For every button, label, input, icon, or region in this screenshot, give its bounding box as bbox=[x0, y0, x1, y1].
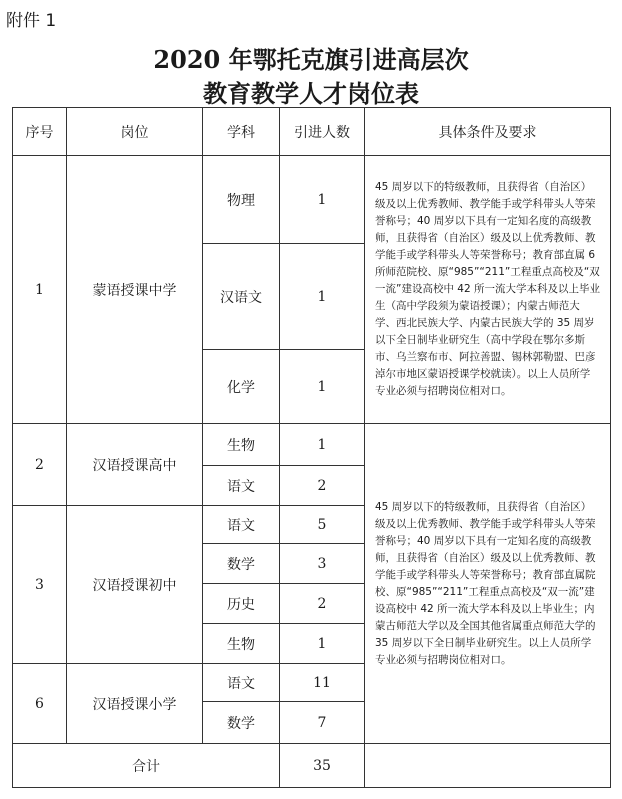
row-subject: 生物 bbox=[203, 424, 280, 466]
positions-table bbox=[12, 107, 611, 788]
row-no: 2 bbox=[13, 424, 67, 506]
row-subject: 生物 bbox=[203, 624, 280, 664]
row-subject: 数学 bbox=[203, 544, 280, 584]
page-title-line1: 2020 年鄂托克旗引进高层次 bbox=[153, 45, 469, 74]
row-no: 1 bbox=[13, 156, 67, 424]
row-count: 2 bbox=[280, 584, 365, 624]
row-count: 1 bbox=[280, 244, 365, 350]
row-subject: 物理 bbox=[203, 156, 280, 244]
row-subject: 语文 bbox=[203, 664, 280, 702]
row-count: 7 bbox=[280, 702, 365, 744]
row-count: 3 bbox=[280, 544, 365, 584]
total-empty-cell bbox=[365, 744, 611, 788]
row-subject: 历史 bbox=[203, 584, 280, 624]
header-count: 引进人数 bbox=[280, 108, 365, 156]
total-row bbox=[13, 744, 611, 788]
row-position: 汉语授课初中 bbox=[67, 506, 203, 664]
header-requirements: 具体条件及要求 bbox=[365, 108, 611, 156]
row-subject: 语文 bbox=[203, 506, 280, 544]
row-count: 1 bbox=[280, 424, 365, 466]
total-value: 35 bbox=[280, 744, 365, 788]
row-position: 汉语授课高中 bbox=[67, 424, 203, 506]
row-subject: 化学 bbox=[203, 350, 280, 424]
header-subject: 学科 bbox=[203, 108, 280, 156]
row-no: 6 bbox=[13, 664, 67, 744]
row-subject: 数学 bbox=[203, 702, 280, 744]
requirements-text: 45 周岁以下的特级教师，且获得省（自治区）级及以上优秀教师、教学能手或学科带头人等荣誉称号；40 周岁以下具有一定知名度的高级教师，且获得省（自治区）级及以上优秀教师、教学能手或学科带头人等荣誉称号；教育部直属院校、原“985”“211”工程重点高校及“双一流”建设高校中 42 所一流大学本科及以上毕业生；内蒙古师范大学以及全国其他省属重点师范大学的 35 周岁以下全日制毕业研究生。以上人员所学专业必须与招聘岗位相对口。 bbox=[365, 424, 611, 744]
row-count: 5 bbox=[280, 506, 365, 544]
page-title-line2: 教育教学人才岗位表 bbox=[203, 79, 419, 108]
row-subject: 语文 bbox=[203, 466, 280, 506]
row-count: 1 bbox=[280, 624, 365, 664]
row-count: 1 bbox=[280, 350, 365, 424]
row-no: 3 bbox=[13, 506, 67, 664]
row-position: 汉语授课小学 bbox=[67, 664, 203, 744]
requirements-text: 45 周岁以下的特级教师，且获得省（自治区）级及以上优秀教师、教学能手或学科带头人等荣誉称号；40 周岁以下具有一定知名度的高级教师，且获得省（自治区）级及以上优秀教师、教学能手或学科带头人等荣誉称号；教育部直属 6 所师范院校、原“985”“211”工程重点高校及“双一流”建设高校中 42 所一流大学本科及以上毕业生（高中学段须为蒙语授课）；内蒙古师范大学、西北民族大学、内蒙古民族大学的 35 周岁以下全日制毕业研究生（高中学段在鄂尔多斯市、乌兰察布市、阿拉善盟、锡林郭勒盟、巴彦淖尔市地区蒙语授课学校就读）。以上人员所学专业必须与招聘岗位相对口。 bbox=[365, 156, 611, 424]
row-count: 2 bbox=[280, 466, 365, 506]
table-header-row bbox=[13, 108, 611, 156]
table-row bbox=[13, 424, 611, 466]
header-no: 序号 bbox=[13, 108, 67, 156]
header-position: 岗位 bbox=[67, 108, 203, 156]
table-row bbox=[13, 156, 611, 244]
total-label: 合计 bbox=[13, 744, 280, 788]
row-count: 11 bbox=[280, 664, 365, 702]
row-position: 蒙语授课中学 bbox=[67, 156, 203, 424]
row-subject: 汉语文 bbox=[203, 244, 280, 350]
attachment-label: 附件 1 bbox=[6, 11, 57, 31]
row-count: 1 bbox=[280, 156, 365, 244]
